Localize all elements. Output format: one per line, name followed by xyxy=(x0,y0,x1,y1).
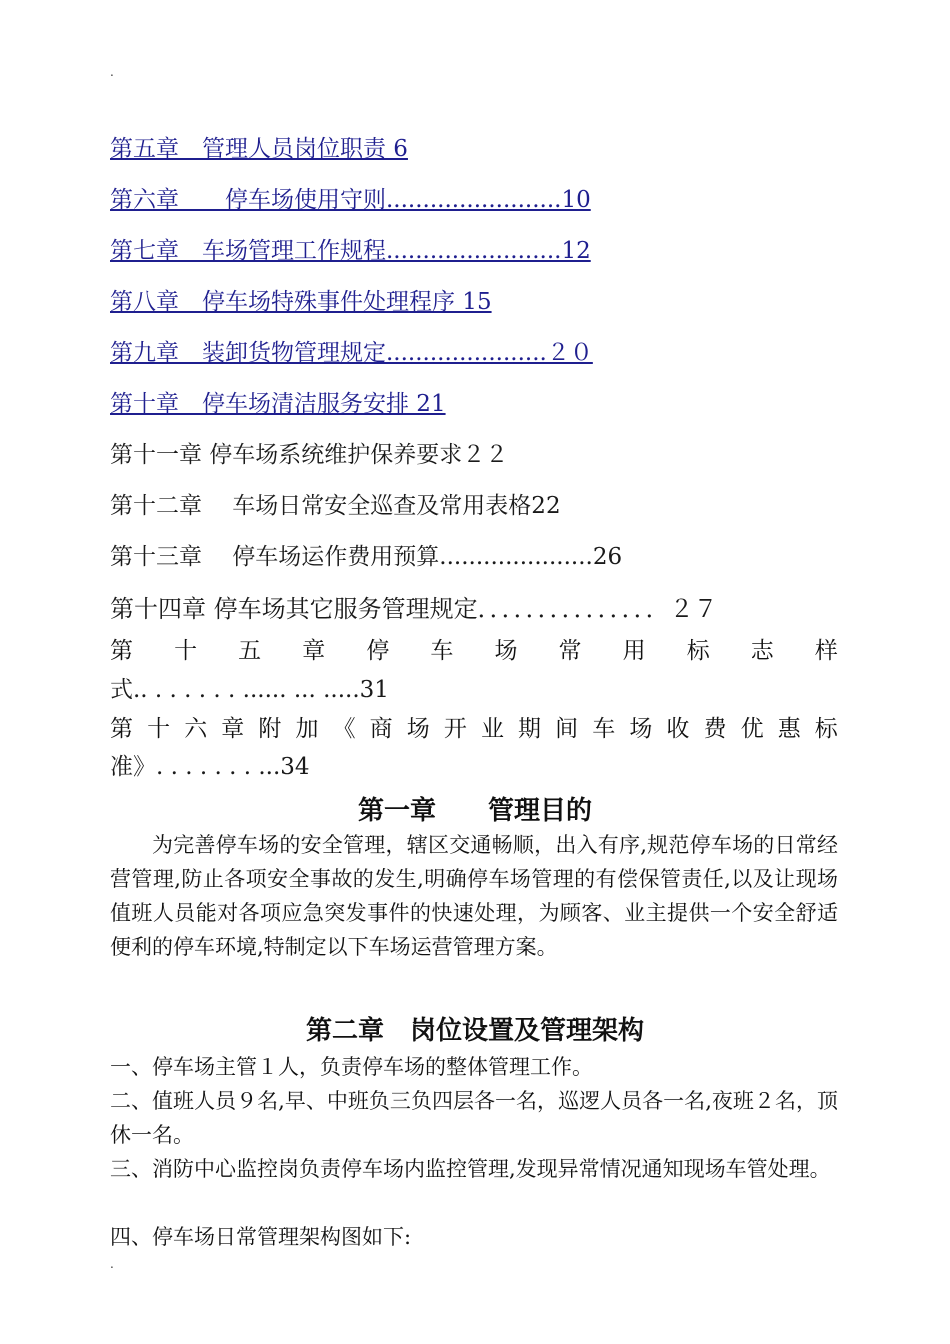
toc-entry-ch8[interactable] xyxy=(110,287,492,317)
toc-link[interactable]: 第六章 停车场使用守则........................10 xyxy=(110,187,591,213)
toc-entry-ch14: 第十四章 停车场其它服务管理规定．．．．．．．．．．．．．．．２７ xyxy=(110,595,718,623)
toc-entry-ch16: 第 十 六 章 附 加 《 商 场 开 业 期 间 车 场 收 费 优 惠 标 xyxy=(110,716,838,742)
chapter2-title: 第二章 岗位设置及管理架构 xyxy=(305,1016,644,1046)
toc-entry-ch13: 第十三章 停车场运作费用预算.....................26 xyxy=(110,544,623,570)
page-mark-bottom: . xyxy=(110,1257,114,1271)
toc-link[interactable]: 第九章 装卸货物管理规定......................２０ xyxy=(110,340,593,366)
chapter2-item-4: 四、停车场日常管理架构图如下: xyxy=(110,1225,412,1249)
toc-link[interactable]: 第八章 停车场特殊事件处理程序 15 xyxy=(110,289,492,315)
toc-entry-ch7[interactable] xyxy=(110,236,591,266)
chapter1-body: 为完善停车场的安全管理，辖区交通畅顺，出入有序,规范停车场的日常经营管理,防止各项安全事故的发生,明确停车场管理的有偿保管责任,以及让现场值班人员能对各项应急突发事件的快速处理，为顾客、业主提供一个安全舒适便利的停车环境,特制定以下车场运营管理方案。 xyxy=(110,833,838,959)
chapter1-title: 第一章 管理目的 xyxy=(357,796,592,826)
toc-entry-ch5[interactable] xyxy=(110,134,408,164)
toc-entry-ch11: 第十一章 停车场系统维护保养要求２２ xyxy=(110,442,509,468)
toc-entry-ch12: 第十二章 车场日常安全巡查及常用表格22 xyxy=(110,493,561,519)
toc-entry-ch9[interactable] xyxy=(110,338,593,368)
toc-link[interactable]: 第十章 停车场清洁服务安排 21 xyxy=(110,391,446,417)
toc-entry-ch16-cont: 准》. . . . . . . ...34 xyxy=(110,754,310,780)
toc-link[interactable]: 第七章 车场管理工作规程........................12 xyxy=(110,238,591,264)
toc-entry-ch15: 第 十 五 章 停 车 场 常 用 标 志 样 xyxy=(110,638,838,664)
toc-entry-ch15-cont: 式.. . . . . . . ...... ... .....31 xyxy=(110,677,389,703)
chapter2-item-3: 三、消防中心监控岗负责停车场内监控管理,发现异常情况通知现场车管处理。 xyxy=(110,1157,831,1181)
toc-link[interactable]: 第五章 管理人员岗位职责 6 xyxy=(110,136,408,162)
page-mark-top: . xyxy=(110,65,114,79)
toc-entry-ch10[interactable] xyxy=(110,389,446,419)
chapter2-item-1: 一、停车场主管１人，负责停车场的整体管理工作。 xyxy=(110,1055,593,1079)
chapter2-item-2: 二、值班人员９名,早、中班负三负四层各一名，巡逻人员各一名,夜班２名，顶休一名。 xyxy=(110,1089,838,1147)
toc-entry-ch6[interactable] xyxy=(110,185,591,215)
